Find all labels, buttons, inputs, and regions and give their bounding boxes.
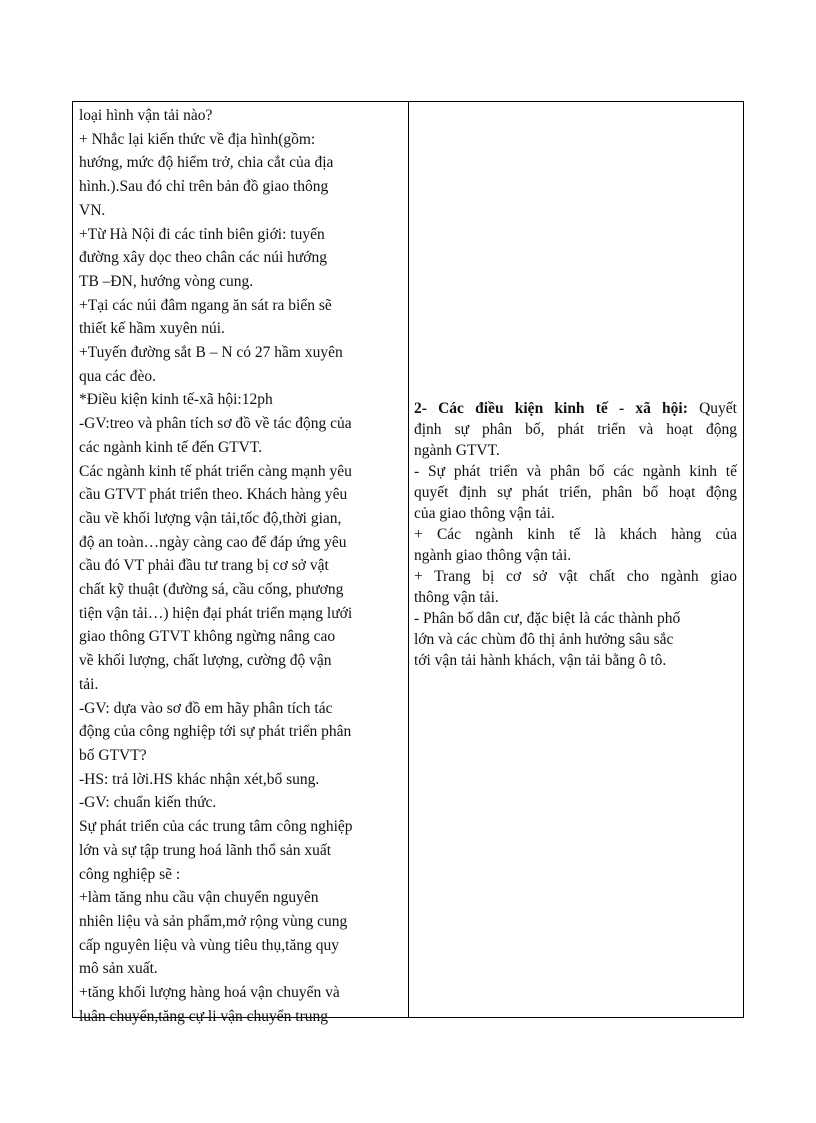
text-line: Sự phát triển của các trung tâm công nghiệp [79, 818, 353, 836]
content-column [409, 102, 743, 1017]
text-line: tải. [79, 675, 99, 693]
text-line: bố GTVT? [79, 746, 147, 764]
text-line: về khối lượng, chất lượng, cường độ vận [79, 652, 332, 670]
text-line: cầu GTVT phát triển theo. Khách hàng yêu [79, 486, 348, 504]
content-line: - Phân bố dân cư, đặc biệt là các thành phố [414, 610, 681, 627]
text-line: +Từ Hà Nội đi các tỉnh biên giới: tuyến [79, 225, 325, 243]
content-line: ngành GTVT. [414, 442, 500, 459]
heading-rest: Quyết [699, 400, 737, 417]
content-line: định sự phân bố, phát triển và hoạt động [414, 421, 737, 438]
text-line: giao thông GTVT không ngừng nâng cao [79, 628, 336, 646]
text-line: động của công nghiệp tới sự phát triển phân [79, 723, 352, 741]
text-line: công nghiệp sẽ : [79, 865, 181, 883]
text-line: các ngành kinh tế đến GTVT. [79, 438, 263, 456]
text-line: hình.).Sau đó chỉ trên bản đồ giao thông [79, 178, 329, 196]
content-line: quyết định sự phát triển, phân bố hoạt động [414, 484, 737, 501]
text-line: Các ngành kinh tế phát triển càng mạnh yêu [79, 462, 352, 480]
content-line: tới vận tải hành khách, vận tải bằng ô tô. [414, 652, 667, 669]
content-line: của giao thông vận tải. [414, 505, 555, 522]
text-line: qua các đèo. [79, 367, 157, 385]
text-line: độ an toàn…ngày càng cao để đáp ứng yêu [79, 533, 347, 551]
text-line: hướng, mức độ hiểm trở, chia cắt của địa [79, 154, 334, 172]
content-line: lớn và các chùm đô thị ảnh hưởng sâu sắc [414, 631, 674, 648]
text-line: -GV: chuẩn kiến thức. [79, 794, 217, 812]
text-line: đường xây dọc theo chân các núi hướng [79, 249, 327, 267]
text-line: thiết kế hầm xuyên núi. [79, 320, 225, 338]
text-line: cấp nguyên liệu và vùng tiêu thụ,tăng quy [79, 936, 339, 954]
text-line: +tăng khối lượng hàng hoá vận chuyển và [79, 984, 340, 1002]
section-heading: *Điều kiện kinh tế-xã hội:12ph [79, 391, 273, 409]
text-line: + Nhắc lại kiến thức về địa hình(gồm: [79, 130, 316, 148]
text-line: +Tại các núi đâm ngang ăn sát ra biển sẽ [79, 296, 332, 314]
content-line: thông vận tải. [414, 589, 499, 606]
text-line: -GV: dựa vào sơ đồ em hãy phân tích tác [79, 699, 333, 717]
text-line: TB –ĐN, hướng vòng cung. [79, 272, 254, 290]
content-line: + Trang bị cơ sở vật chất cho ngành giao [414, 568, 737, 585]
text-line: +làm tăng nhu cầu vận chuyển nguyên [79, 889, 319, 907]
text-line: luân chuyển,tăng cự li vận chuyển trung [79, 1007, 329, 1025]
content-heading: 2- Các điều kiện kinh tế - xã hội: [414, 400, 688, 417]
text-line: VN. [79, 201, 106, 219]
teacher-activity-column [73, 102, 409, 1025]
text-line: -HS: trả lời.HS khác nhận xét,bổ sung. [79, 770, 320, 788]
text-line: +Tuyến đường sắt B – N có 27 hầm xuyên [79, 344, 343, 362]
text-line: -GV:treo và phân tích sơ đồ về tác động của [79, 415, 352, 433]
text-line: cầu về khối lượng vận tải,tốc độ,thời gian, [79, 509, 342, 527]
text-line: tiện vận tải…) hiện đại phát triển mạng lưới [79, 604, 353, 622]
text-line: nhiên liệu và sản phẩm,mở rộng vùng cung [79, 912, 348, 930]
content-heading-line [414, 398, 737, 419]
text-line: mô sản xuất. [79, 960, 158, 978]
content-line: + Các ngành kinh tế là khách hàng của [414, 526, 737, 543]
content-line: ngành giao thông vận tải. [414, 547, 572, 564]
text-line: cầu đó VT phải đầu tư trang bị cơ sở vật [79, 557, 329, 575]
content-line: - Sự phát triển và phân bố các ngành kinh tế [414, 463, 737, 480]
text-line: chất kỹ thuật (đường sá, cầu cống, phương [79, 581, 344, 599]
text-line: lớn và sự tập trung hoá lãnh thổ sản xuất [79, 841, 332, 859]
lesson-table [72, 101, 744, 1025]
text-line: loại hình vận tải nào? [79, 107, 213, 124]
